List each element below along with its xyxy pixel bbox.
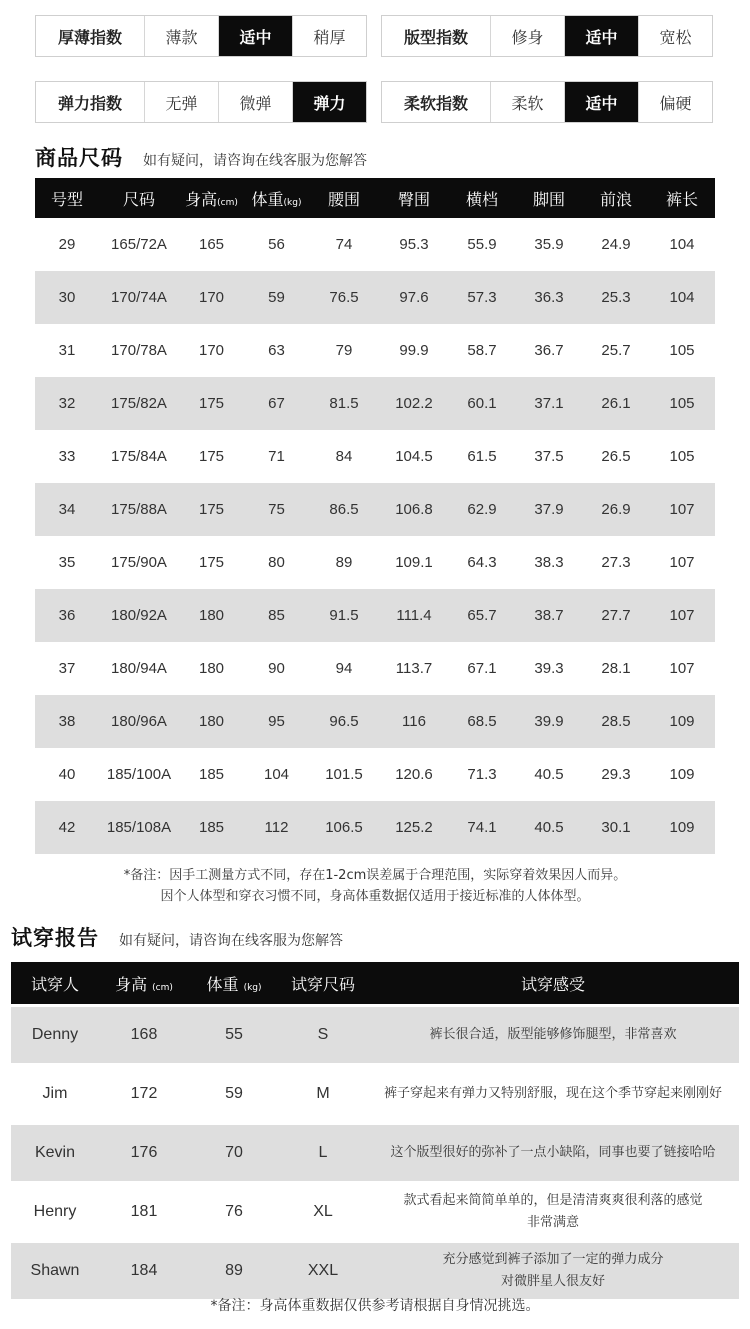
size-row bbox=[35, 536, 715, 589]
col-header-height-label: 身高 bbox=[185, 189, 218, 209]
softness-option: 适中 bbox=[564, 82, 638, 122]
size-table-header-row bbox=[35, 178, 715, 218]
weight-unit: (kg) bbox=[283, 197, 302, 208]
tryon-weight-cell: 70 bbox=[189, 1125, 279, 1181]
size-cell: 107 bbox=[669, 554, 695, 571]
size-row bbox=[35, 695, 715, 748]
elasticity-option: 无弹 bbox=[144, 82, 218, 122]
size-cell: 34 bbox=[35, 483, 99, 536]
tryon-table-header-row bbox=[11, 962, 739, 1004]
size-cell: 36.7 bbox=[534, 342, 564, 359]
size-cell: 89 bbox=[335, 554, 353, 571]
size-row bbox=[35, 483, 715, 536]
col-header-tester-weight bbox=[189, 962, 279, 1004]
size-cell: 57.3 bbox=[449, 271, 515, 324]
size-row bbox=[35, 430, 715, 483]
size-cell: 185/100A bbox=[106, 766, 172, 783]
size-cell: 106.8 bbox=[379, 483, 449, 536]
elasticity-option: 微弹 bbox=[218, 82, 292, 122]
size-cell: 26.1 bbox=[583, 377, 649, 430]
size-section-header bbox=[35, 142, 367, 172]
size-section-title: 商品尺码 bbox=[35, 146, 123, 170]
size-cell: 32 bbox=[35, 377, 99, 430]
tryon-size-cell: L bbox=[279, 1125, 367, 1181]
tryon-size-cell: S bbox=[279, 1007, 367, 1063]
size-cell: 40 bbox=[58, 766, 76, 783]
size-cell: 39.3 bbox=[534, 660, 564, 677]
tryon-height-cell: 181 bbox=[130, 1203, 158, 1220]
tryon-weight-cell: 59 bbox=[225, 1085, 243, 1102]
thickness-index bbox=[35, 15, 367, 57]
size-row bbox=[35, 748, 715, 801]
size-cell: 105 bbox=[669, 448, 695, 465]
size-cell: 109 bbox=[669, 766, 695, 783]
size-cell: 37 bbox=[58, 660, 76, 677]
size-cell: 30.1 bbox=[583, 801, 649, 854]
size-cell: 60.1 bbox=[449, 377, 515, 430]
size-cell: 62.9 bbox=[449, 483, 515, 536]
size-cell: 40.5 bbox=[515, 801, 583, 854]
col-header-thigh: 横档 bbox=[449, 178, 515, 218]
tryon-weight-cell: 89 bbox=[189, 1243, 279, 1299]
thickness-option: 稍厚 bbox=[292, 16, 366, 56]
size-cell: 165/72A bbox=[111, 236, 167, 253]
size-cell: 105 bbox=[669, 342, 695, 359]
fit-option: 适中 bbox=[564, 16, 638, 56]
softness-option: 柔软 bbox=[490, 82, 564, 122]
size-cell: 33 bbox=[58, 448, 76, 465]
size-row bbox=[35, 377, 715, 430]
size-cell: 74.1 bbox=[449, 801, 515, 854]
size-cell: 175/88A bbox=[99, 483, 179, 536]
tryon-size-cell: XL bbox=[313, 1203, 333, 1220]
tryon-size-cell: M bbox=[316, 1085, 330, 1102]
size-cell: 65.7 bbox=[449, 589, 515, 642]
tryon-feedback-cell: 这个版型很好的弥补了一点小缺陷，同事也要了链接哈哈 bbox=[367, 1125, 739, 1181]
size-cell: 107 bbox=[669, 660, 695, 677]
elasticity-option: 弹力 bbox=[292, 82, 366, 122]
tryon-height-cell: 176 bbox=[99, 1125, 189, 1181]
size-cell: 185 bbox=[198, 766, 225, 783]
col-header-leg-opening: 脚围 bbox=[515, 178, 583, 218]
size-chart-table bbox=[35, 178, 715, 854]
tryon-height-cell: 168 bbox=[99, 1007, 189, 1063]
size-cell: 107 bbox=[649, 483, 715, 536]
col-header-weight-label: 体重 bbox=[251, 189, 284, 209]
size-cell: 109 bbox=[649, 695, 715, 748]
tryon-feedback-cell: 款式看起来简简单单的，但是清清爽爽很利落的感觉 非常满意 bbox=[403, 1193, 703, 1230]
size-cell: 180/96A bbox=[99, 695, 179, 748]
col-header-weight bbox=[244, 178, 309, 218]
tryon-note: *备注：身高体重数据仅供参考请根据自身情况挑选。 bbox=[210, 1298, 540, 1314]
size-cell: 35 bbox=[58, 554, 76, 571]
size-cell: 55.9 bbox=[467, 236, 497, 253]
tryon-row bbox=[11, 1066, 739, 1122]
size-cell: 165 bbox=[198, 236, 225, 253]
size-cell: 71 bbox=[268, 448, 285, 465]
tryon-row bbox=[11, 1007, 739, 1063]
size-cell: 75 bbox=[244, 483, 309, 536]
size-cell: 102.2 bbox=[379, 377, 449, 430]
tryon-report-table bbox=[11, 962, 739, 1299]
size-cell: 80 bbox=[268, 554, 285, 571]
size-cell: 39.9 bbox=[515, 695, 583, 748]
tryon-row bbox=[11, 1125, 739, 1181]
tryon-feedback-cell: 裤子穿起来有弹力又特别舒服，现在这个季节穿起来刚刚好 bbox=[383, 1086, 722, 1101]
size-cell: 95 bbox=[244, 695, 309, 748]
size-cell: 104 bbox=[649, 271, 715, 324]
size-cell: 170/78A bbox=[111, 342, 167, 359]
elasticity-index-title: 弹力指数 bbox=[57, 93, 122, 113]
size-cell: 38.3 bbox=[534, 554, 564, 571]
size-cell: 180 bbox=[179, 695, 244, 748]
size-cell: 37.1 bbox=[515, 377, 583, 430]
size-cell: 185/108A bbox=[99, 801, 179, 854]
size-cell: 26.9 bbox=[583, 483, 649, 536]
size-cell: 95.3 bbox=[399, 236, 429, 253]
height-unit: (cm) bbox=[217, 197, 238, 208]
col-header-model: 号型 bbox=[35, 178, 99, 218]
size-cell: 85 bbox=[244, 589, 309, 642]
col-header-front-rise: 前浪 bbox=[583, 178, 649, 218]
col-header-hip: 臀围 bbox=[379, 178, 449, 218]
tester-height-unit: (cm) bbox=[152, 982, 173, 993]
tryon-name-cell: Denny bbox=[11, 1007, 99, 1063]
size-cell: 90 bbox=[268, 660, 285, 677]
col-header-feedback: 试穿感受 bbox=[367, 962, 739, 1004]
size-cell: 35.9 bbox=[534, 236, 564, 253]
size-cell: 99.9 bbox=[399, 342, 429, 359]
fit-index bbox=[381, 15, 713, 57]
tryon-section-subtitle: 如有疑问，请咨询在线客服为您解答 bbox=[119, 933, 343, 949]
size-cell: 104 bbox=[669, 236, 695, 253]
size-row bbox=[35, 642, 715, 695]
size-cell: 31 bbox=[58, 342, 76, 359]
fit-index-title: 版型指数 bbox=[403, 27, 468, 47]
size-cell: 175 bbox=[179, 483, 244, 536]
size-cell: 42 bbox=[35, 801, 99, 854]
thickness-option: 薄款 bbox=[144, 16, 218, 56]
size-cell: 68.5 bbox=[449, 695, 515, 748]
size-cell: 97.6 bbox=[379, 271, 449, 324]
size-cell: 58.7 bbox=[467, 342, 497, 359]
size-cell: 109 bbox=[649, 801, 715, 854]
size-cell: 61.5 bbox=[467, 448, 497, 465]
size-cell: 111.4 bbox=[379, 589, 449, 642]
size-cell: 27.7 bbox=[583, 589, 649, 642]
size-cell: 175 bbox=[198, 554, 225, 571]
size-row bbox=[35, 589, 715, 642]
size-cell: 67 bbox=[244, 377, 309, 430]
size-cell: 37.9 bbox=[515, 483, 583, 536]
size-cell: 26.5 bbox=[601, 448, 631, 465]
size-cell: 86.5 bbox=[309, 483, 379, 536]
tryon-weight-cell: 55 bbox=[189, 1007, 279, 1063]
size-cell: 84 bbox=[335, 448, 353, 465]
tryon-name-cell: Henry bbox=[33, 1203, 77, 1220]
size-cell: 37.5 bbox=[534, 448, 564, 465]
size-row bbox=[35, 801, 715, 854]
size-cell: 116 bbox=[379, 695, 449, 748]
size-cell: 94 bbox=[335, 660, 353, 677]
size-cell: 40.5 bbox=[534, 766, 564, 783]
size-note bbox=[0, 865, 750, 907]
size-cell: 38 bbox=[35, 695, 99, 748]
size-note-line-2: 因个人体型和穿衣习惯不同，身高体重数据仅适用于接近标准的人体体型。 bbox=[160, 889, 590, 904]
tryon-weight-cell: 76 bbox=[225, 1203, 243, 1220]
tryon-row bbox=[11, 1184, 739, 1240]
tester-weight-unit: (kg) bbox=[243, 982, 262, 993]
tryon-height-cell: 172 bbox=[130, 1085, 158, 1102]
size-cell: 24.9 bbox=[601, 236, 631, 253]
col-header-waist: 腰围 bbox=[309, 178, 379, 218]
tryon-name-cell: Shawn bbox=[11, 1243, 99, 1299]
softness-index-title: 柔软指数 bbox=[403, 93, 468, 113]
size-cell: 185 bbox=[179, 801, 244, 854]
tryon-section-title: 试穿报告 bbox=[11, 926, 99, 950]
tryon-section-header bbox=[11, 922, 343, 952]
softness-option: 偏硬 bbox=[638, 82, 712, 122]
fit-option: 修身 bbox=[490, 16, 564, 56]
size-cell: 180/94A bbox=[111, 660, 167, 677]
size-row bbox=[35, 271, 715, 324]
size-cell: 170/74A bbox=[99, 271, 179, 324]
size-cell: 109.1 bbox=[395, 554, 433, 571]
size-section-subtitle: 如有疑问，请咨询在线客服为您解答 bbox=[143, 153, 367, 169]
elasticity-index bbox=[35, 81, 367, 123]
size-cell: 107 bbox=[649, 589, 715, 642]
softness-index bbox=[381, 81, 713, 123]
size-cell: 104.5 bbox=[395, 448, 433, 465]
tryon-size-cell: XXL bbox=[279, 1243, 367, 1299]
size-cell: 180 bbox=[198, 660, 225, 677]
fit-option: 宽松 bbox=[638, 16, 712, 56]
size-cell: 175 bbox=[198, 448, 225, 465]
size-cell: 96.5 bbox=[309, 695, 379, 748]
size-cell: 25.3 bbox=[583, 271, 649, 324]
size-cell: 113.7 bbox=[395, 660, 433, 677]
size-cell: 101.5 bbox=[325, 766, 363, 783]
size-cell: 64.3 bbox=[467, 554, 497, 571]
tryon-name-cell: Kevin bbox=[11, 1125, 99, 1181]
tryon-feedback-cell: 充分感觉到裤子添加了一定的弹力成分 对微胖星人很友好 bbox=[367, 1243, 739, 1299]
tryon-height-cell: 184 bbox=[99, 1243, 189, 1299]
size-row bbox=[35, 324, 715, 377]
size-cell: 59 bbox=[244, 271, 309, 324]
tryon-feedback-cell: 裤长很合适，版型能够修饰腿型，非常喜欢 bbox=[367, 1007, 739, 1063]
size-cell: 180/92A bbox=[99, 589, 179, 642]
size-cell: 125.2 bbox=[379, 801, 449, 854]
size-cell: 36 bbox=[35, 589, 99, 642]
size-cell: 29 bbox=[58, 236, 76, 253]
size-cell: 27.3 bbox=[601, 554, 631, 571]
thickness-option: 适中 bbox=[218, 16, 292, 56]
size-cell: 175 bbox=[179, 377, 244, 430]
size-cell: 81.5 bbox=[309, 377, 379, 430]
size-cell: 25.7 bbox=[601, 342, 631, 359]
thickness-index-title: 厚薄指数 bbox=[57, 27, 122, 47]
col-header-tester-weight-label: 体重 bbox=[206, 974, 239, 994]
size-note-line-1: *备注：因手工测量方式不同，存在1-2cm误差属于合理范围，实际穿着效果因人而异。 bbox=[123, 868, 627, 883]
size-cell: 170 bbox=[179, 271, 244, 324]
size-cell: 79 bbox=[335, 342, 353, 359]
size-cell: 36.3 bbox=[515, 271, 583, 324]
size-cell: 120.6 bbox=[395, 766, 433, 783]
size-cell: 76.5 bbox=[309, 271, 379, 324]
col-header-tester-height bbox=[99, 962, 189, 1004]
col-header-tester-height-label: 身高 bbox=[115, 974, 148, 994]
size-cell: 104 bbox=[263, 766, 290, 783]
size-cell: 63 bbox=[268, 342, 285, 359]
size-cell: 180 bbox=[179, 589, 244, 642]
size-cell: 67.1 bbox=[467, 660, 497, 677]
size-cell: 74 bbox=[335, 236, 353, 253]
col-header-size: 尺码 bbox=[99, 178, 179, 218]
size-cell: 175/84A bbox=[111, 448, 167, 465]
col-header-tester: 试穿人 bbox=[11, 962, 99, 1004]
tryon-name-cell: Jim bbox=[42, 1085, 68, 1102]
size-cell: 29.3 bbox=[601, 766, 631, 783]
size-cell: 38.7 bbox=[515, 589, 583, 642]
size-cell: 56 bbox=[268, 236, 285, 253]
size-cell: 71.3 bbox=[467, 766, 497, 783]
size-row bbox=[35, 218, 715, 271]
size-cell: 105 bbox=[649, 377, 715, 430]
size-cell: 112 bbox=[244, 801, 309, 854]
size-cell: 28.1 bbox=[601, 660, 631, 677]
size-cell: 175/82A bbox=[99, 377, 179, 430]
col-header-tryon-size: 试穿尺码 bbox=[279, 962, 367, 1004]
size-cell: 106.5 bbox=[309, 801, 379, 854]
col-header-length: 裤长 bbox=[649, 178, 715, 218]
size-cell: 28.5 bbox=[583, 695, 649, 748]
size-cell: 91.5 bbox=[309, 589, 379, 642]
size-cell: 170 bbox=[198, 342, 225, 359]
col-header-height bbox=[179, 178, 244, 218]
size-cell: 30 bbox=[35, 271, 99, 324]
size-cell: 175/90A bbox=[111, 554, 167, 571]
tryon-row bbox=[11, 1243, 739, 1299]
